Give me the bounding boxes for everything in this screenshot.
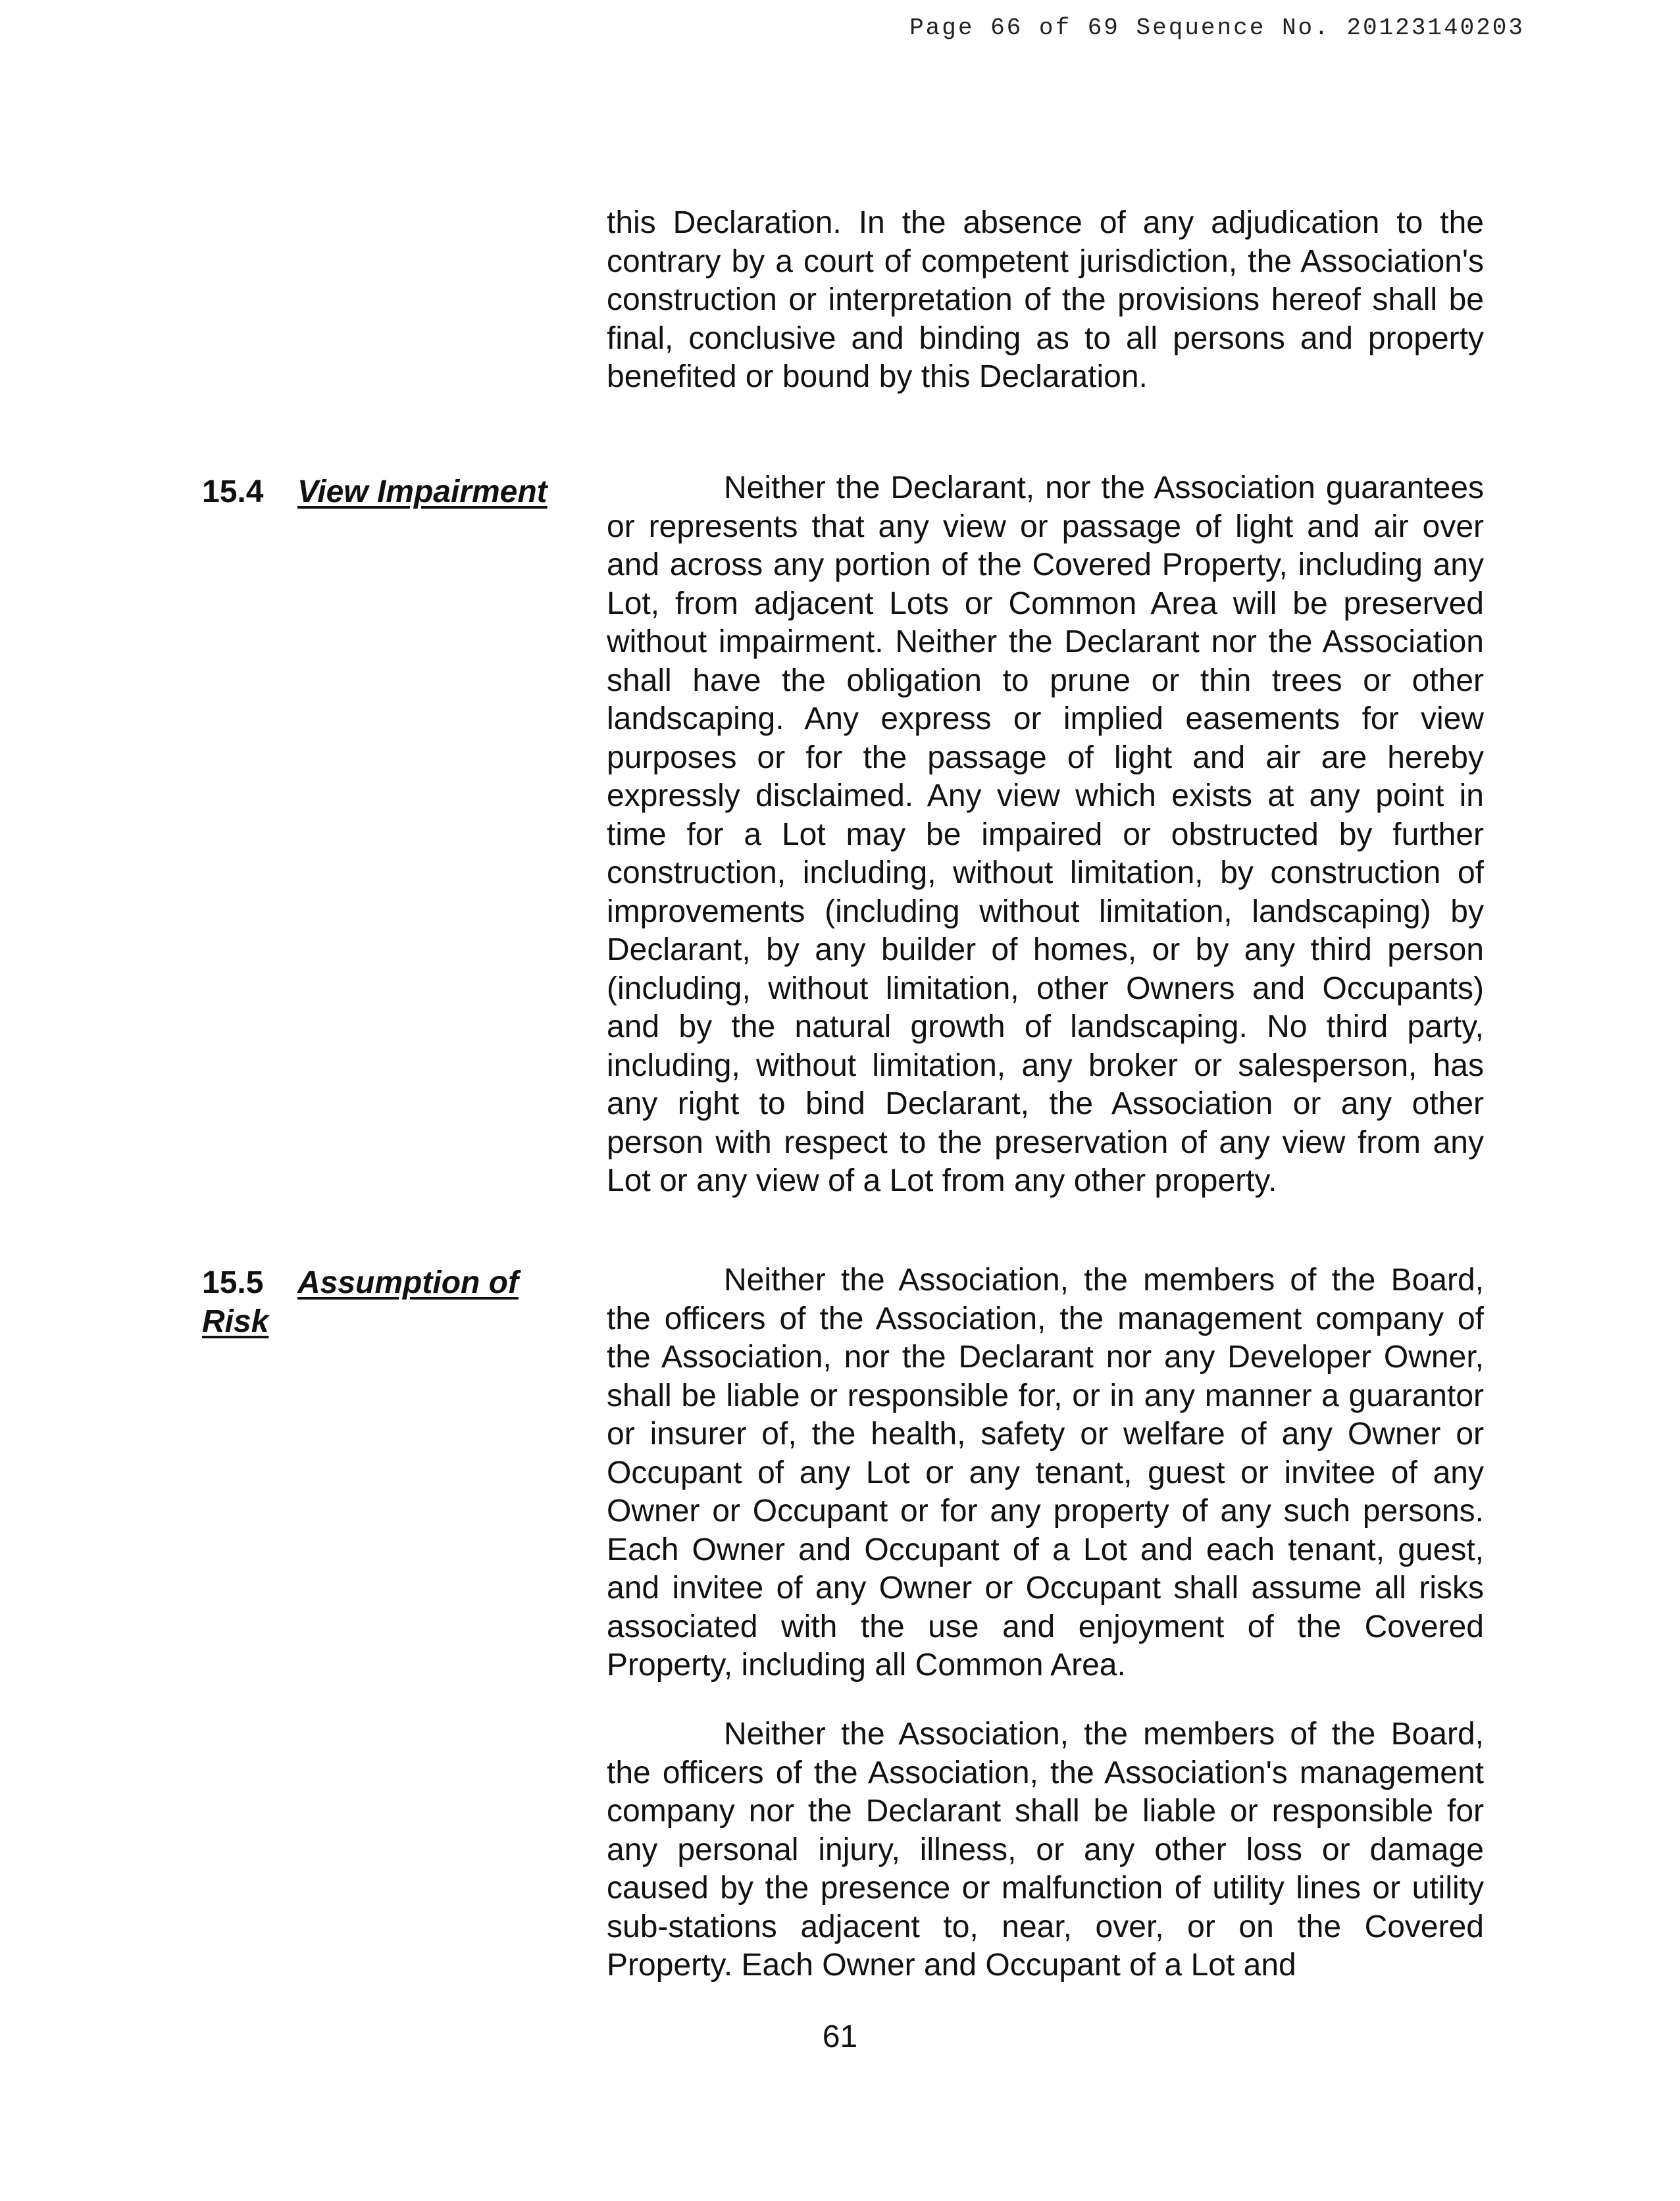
continuation-paragraph: this Declaration. In the absence of any adjudication to the contrary by a court of competent jurisdiction, the Association's construction or interpretation of the provisions hereof shall be final, conclusive and binding as to all persons and property benefited or bound by this Declaration. (607, 205, 1484, 394)
section-heading-15-4 (202, 472, 571, 511)
page-number: 61 (822, 2019, 858, 2054)
section-title: Assumption of Risk (202, 1265, 519, 1339)
view-impairment-paragraph: Neither the Declarant, nor the Association guarantees or represents that any view or passage of light and air over and across any portion of the Covered Property, including any Lot, from adjacent Lots or Common Area will be preserved without impairment. Neither the Declarant nor the Association shall have the obligation to prune or thin trees or other landscaping. Any express or implied easements for view purposes or for the passage of light and air are hereby expressly disclaimed. Any view which exists at any point in time for a Lot may be impaired or obstructed by further construction, including, without limitation, by construction of improvements (including without limitation, landscaping) by Declarant, by any builder of homes, or by any third person (including, without limitation, other Owners and Occupants) and by the natural growth of landscaping. No third party, including, without limitation, any broker or salesperson, has any right to bind Declarant, the Association or any other person with respect to the preservation of any view from any Lot or any view of a Lot from any other property. (607, 470, 1484, 1198)
section-number: 15.4 (202, 474, 264, 509)
section-title: View Impairment (297, 474, 547, 509)
assumption-of-risk-paragraph-1: Neither the Association, the members of the Board, the officers of the Association, the management company of the Association, nor the Declarant nor any Developer Owner, shall be liable or responsible for, or in any manner a guarantor or insurer of, the health, safety or welfare of any Owner or Occupant of any Lot or any tenant, guest or invitee of any Owner or Occupant or for any property of any such persons. Each Owner and Occupant of a Lot and each tenant, guest, and invitee of any Owner or Occupant shall assume all risks associated with the use and enjoyment of the Covered Property, including all Common Area. (607, 1263, 1484, 1682)
assumption-of-risk-paragraph-2: Neither the Association, the members of the Board, the officers of the Association, the Association's management company nor the Declarant shall be liable or responsible for any personal injury, illness, or any other loss or damage caused by the presence or malfunction of utility lines or utility sub-stations adjacent to, near, over, or on the Covered Property. Each Owner and Occupant of a Lot and (607, 1717, 1484, 1983)
section-number: 15.5 (202, 1265, 264, 1300)
section-heading-15-5 (202, 1263, 571, 1341)
page-sequence-stamp: Page 66 of 69 Sequence No. 20123140203 (909, 14, 1525, 41)
